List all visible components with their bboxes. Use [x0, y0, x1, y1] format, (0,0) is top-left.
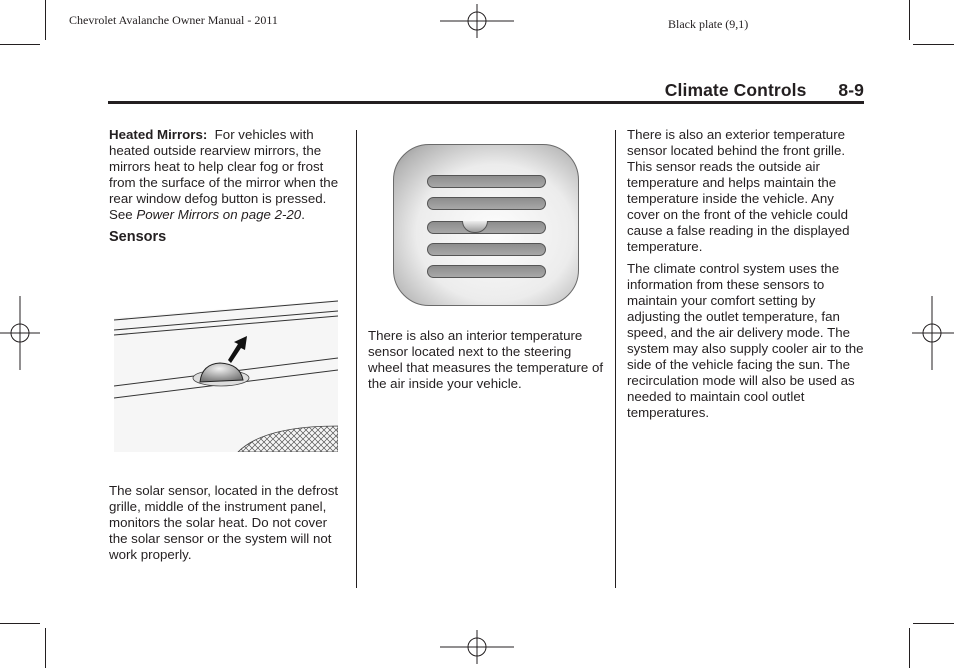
power-mirrors-link[interactable]: Power Mirrors on page 2-20 [136, 207, 302, 222]
crop-mark [45, 0, 46, 40]
vent-slot [427, 197, 546, 210]
section-header [665, 80, 864, 101]
crop-mark [45, 628, 46, 668]
registration-mark-icon [440, 630, 514, 664]
header-rule [108, 101, 864, 104]
interior-temperature-sensor-vent-illustration [393, 144, 579, 306]
manual-title: Chevrolet Avalanche Owner Manual - 2011 [69, 13, 278, 27]
vent-slot [427, 175, 546, 188]
section-title: Climate Controls [664, 80, 807, 100]
column-divider [615, 130, 616, 588]
heated-mirrors-label: Heated Mirrors: [109, 127, 208, 142]
plate-label: Black plate (9,1) [668, 17, 749, 31]
solar-sensor-illustration [114, 298, 338, 452]
interior-sensor-paragraph: There is also an interior temperature sensor located next to the steering wheel that measures the temperature of the air inside your vehicle. [368, 328, 604, 391]
crop-mark [909, 0, 910, 40]
column-3 [627, 127, 867, 427]
crop-mark [0, 44, 40, 45]
sensors-heading: Sensors [109, 229, 167, 245]
registration-mark-icon [912, 296, 954, 370]
registration-mark-icon [440, 4, 514, 38]
climate-system-paragraph: The climate control system uses the information from these sensors to maintain your comfort setting by adjusting the outlet temperature, fan speed, and the air delivery mode. The system may also supply cooler air to the side of the vehicle facing the sun. The recirculation mode will also be used as needed to maintain cool outlet temperatures. [627, 261, 864, 420]
solar-sensor-paragraph: The solar sensor, located in the defrost grille, middle of the instrument panel, monitors the solar heat. Do not cover the solar sensor or the system will not work properly. [109, 483, 339, 562]
crop-mark [913, 623, 954, 624]
heated-mirrors-paragraph [109, 127, 349, 223]
page-number: 8-9 [838, 80, 864, 100]
period: . [301, 207, 305, 222]
crop-mark [913, 44, 954, 45]
crop-mark [909, 628, 910, 668]
heated-mirrors-text: For vehicles with heated outside rearview mirrors, the mirrors heat to help clear fog or frost from the surface of the mirror when the rear window defog button is pressed. See [109, 127, 339, 222]
column-divider [356, 130, 357, 588]
vent-slot [427, 265, 546, 278]
exterior-sensor-paragraph: There is also an exterior temperature sensor located behind the front grille. This sensor reads the outside air temperature and helps maintain the temperature inside the vehicle. Any cover on the front of the vehicle could cause a false reading in the displayed temperature. [627, 127, 850, 254]
crop-mark [0, 623, 40, 624]
vent-slot [427, 243, 546, 256]
column-1 [109, 127, 349, 245]
registration-mark-icon [0, 296, 40, 370]
